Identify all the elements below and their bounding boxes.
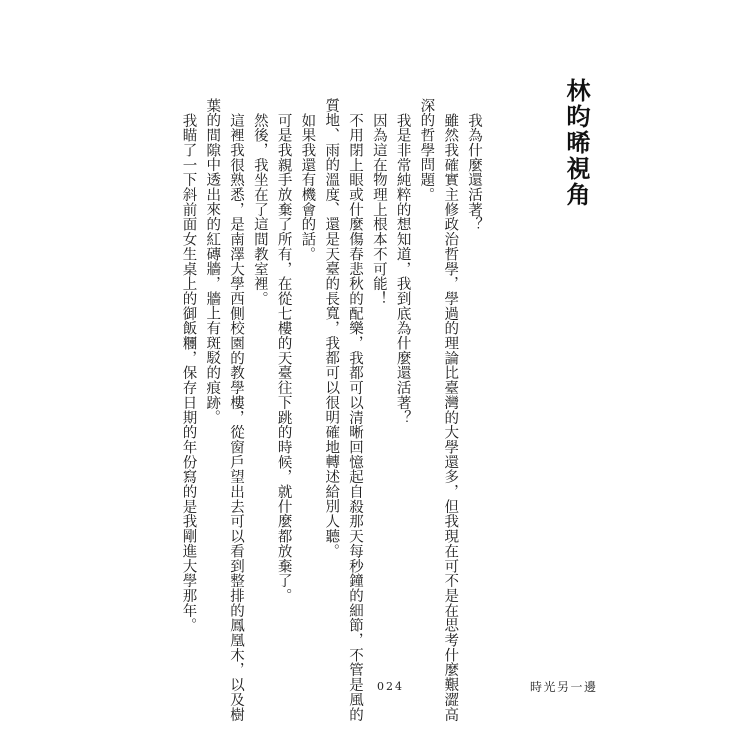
paragraph: 我為什麼還活著？ [466,112,482,232]
running-title: 時光另一邊 [530,680,598,694]
paragraph: 質地、雨的溫度、還是天臺的長寬，我都可以很明確地轉述給別人聽。 [323,98,340,559]
chapter-heading: 林昀晞視角 [562,78,590,208]
paragraph: 然後，我坐在了這間教室裡。 [251,112,268,306]
paragraph: 我瞄了一下斜前面女生桌上的御飯糰，保存日期的年份寫的是我剛進大學那年。 [180,112,197,633]
paragraph: 雖然我確實主修政治哲學，學過的理論比臺灣的大學還多，但我現在可不是在思考什麼艱澀高 [442,112,459,722]
paragraph: 不用閉上眼或什麼傷春悲秋的配樂，我都可以清晰回憶起自殺那天每秒鐘的細節，不管是風的 [347,112,364,722]
paragraph: 因為這在物理上根本不可能！ [370,112,387,306]
paragraph: 這裡我很熟悉，是南澤大學西側校園的教學樓，從窗戶望出去可以看到整排的鳳凰木，以及樹 [228,112,245,722]
paragraph: 可是我親手放棄了所有，在從七樓的天臺往下跳的時候，就什麼都放棄了。 [275,112,292,603]
paragraph: 我是非常純粹的想知道，我到底為什麼還活著？ [394,112,411,425]
paragraph: 葉的間隙中透出來的紅磚牆，牆上有斑駁的痕跡。 [204,98,221,425]
page-number: 024 [377,680,404,693]
paragraph: 深的哲學問題。 [418,98,435,202]
paragraph: 如果我還有機會的話。 [299,112,316,261]
